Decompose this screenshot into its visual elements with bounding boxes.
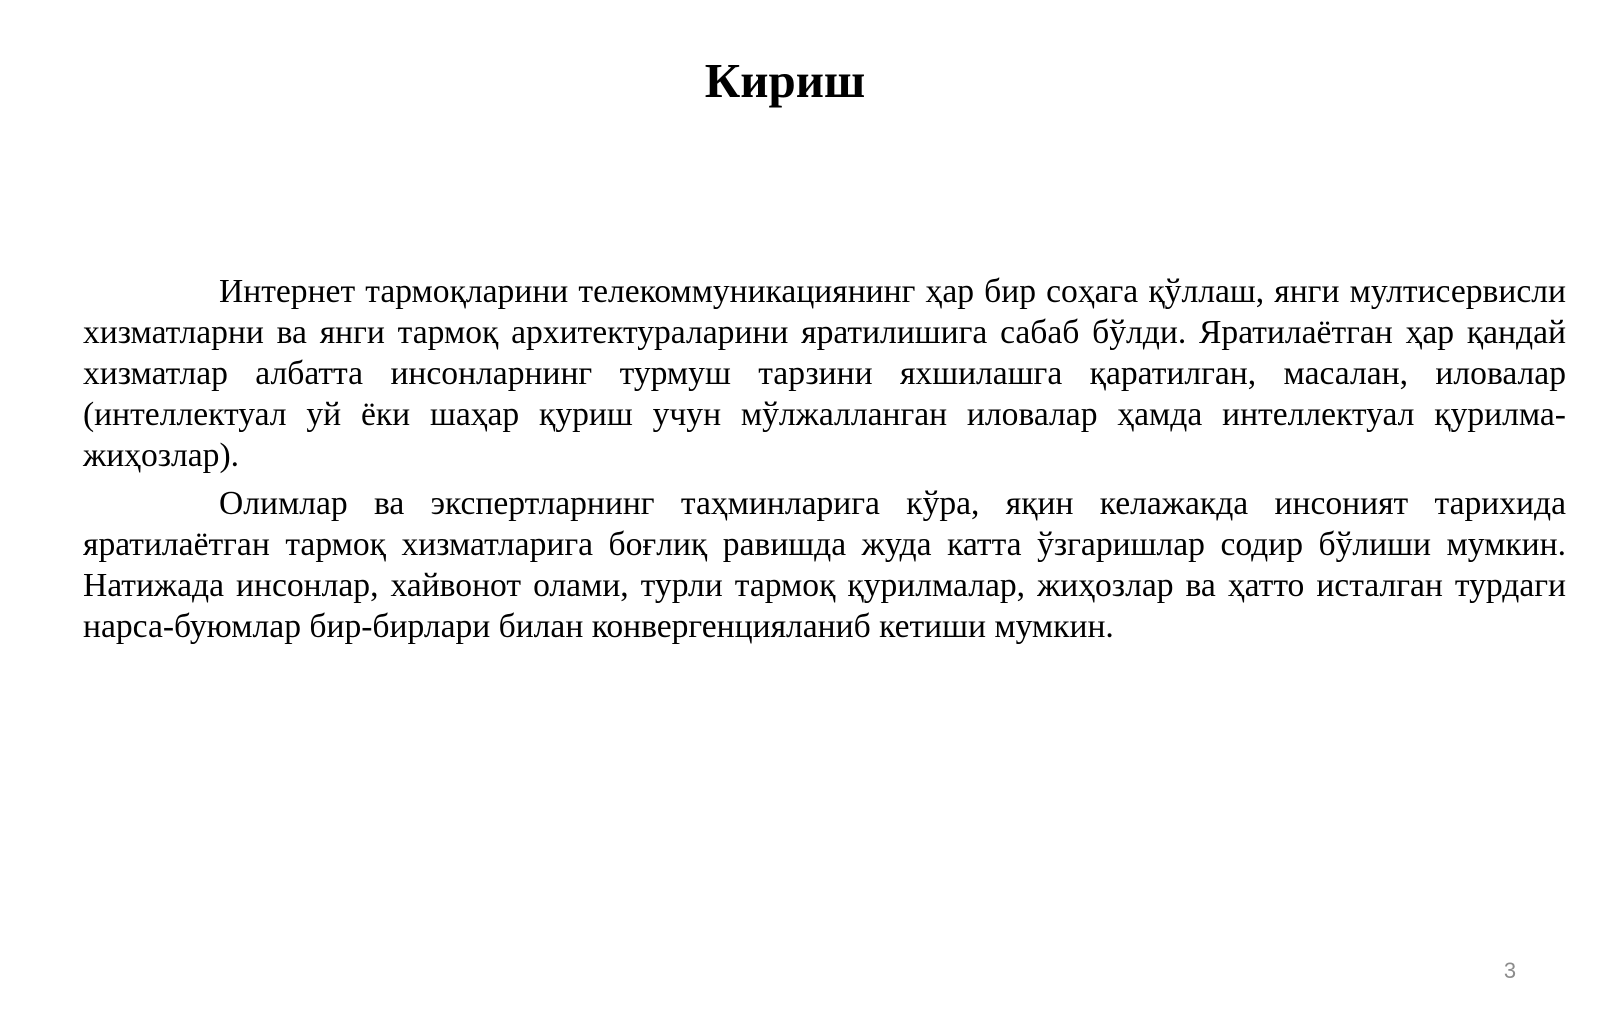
slide-body	[83, 271, 1566, 654]
paragraph: Олимлар ва экспертларнинг таҳминларига кўра, яқин келажакда инсоният тарихида яратилаётган тармоқ хизматларига боғлиқ равишда жуда катта ўзгаришлар содир бўлиши мумкин. Натижада инсонлар, хайвонот олами, турли тармоқ қурилмалар, жиҳозлар ва ҳатто исталган турдаги нарса-буюмлар бир-бирлари билан конвергенцияланиб кетиши мумкин.	[83, 485, 1566, 645]
paragraph: Интернет тармоқларини телекоммуникациянинг ҳар бир соҳага қўллаш, янги мултисервисли хизматларни ва янги тармоқ архитектураларини яратилишига сабаб бўлди. Яратилаётган ҳар қандай хизматлар албатта инсонларнинг турмуш тарзини яхшилашга қаратилган, масалан, иловалар (интеллектуал уй ёки шаҳар қуриш учун мўлжалланган иловалар ҳамда интеллектуал қурилма-жиҳозлар).	[83, 273, 1566, 474]
page-number: 3	[1503, 958, 1517, 983]
slide-title: Кириш	[704, 53, 866, 108]
